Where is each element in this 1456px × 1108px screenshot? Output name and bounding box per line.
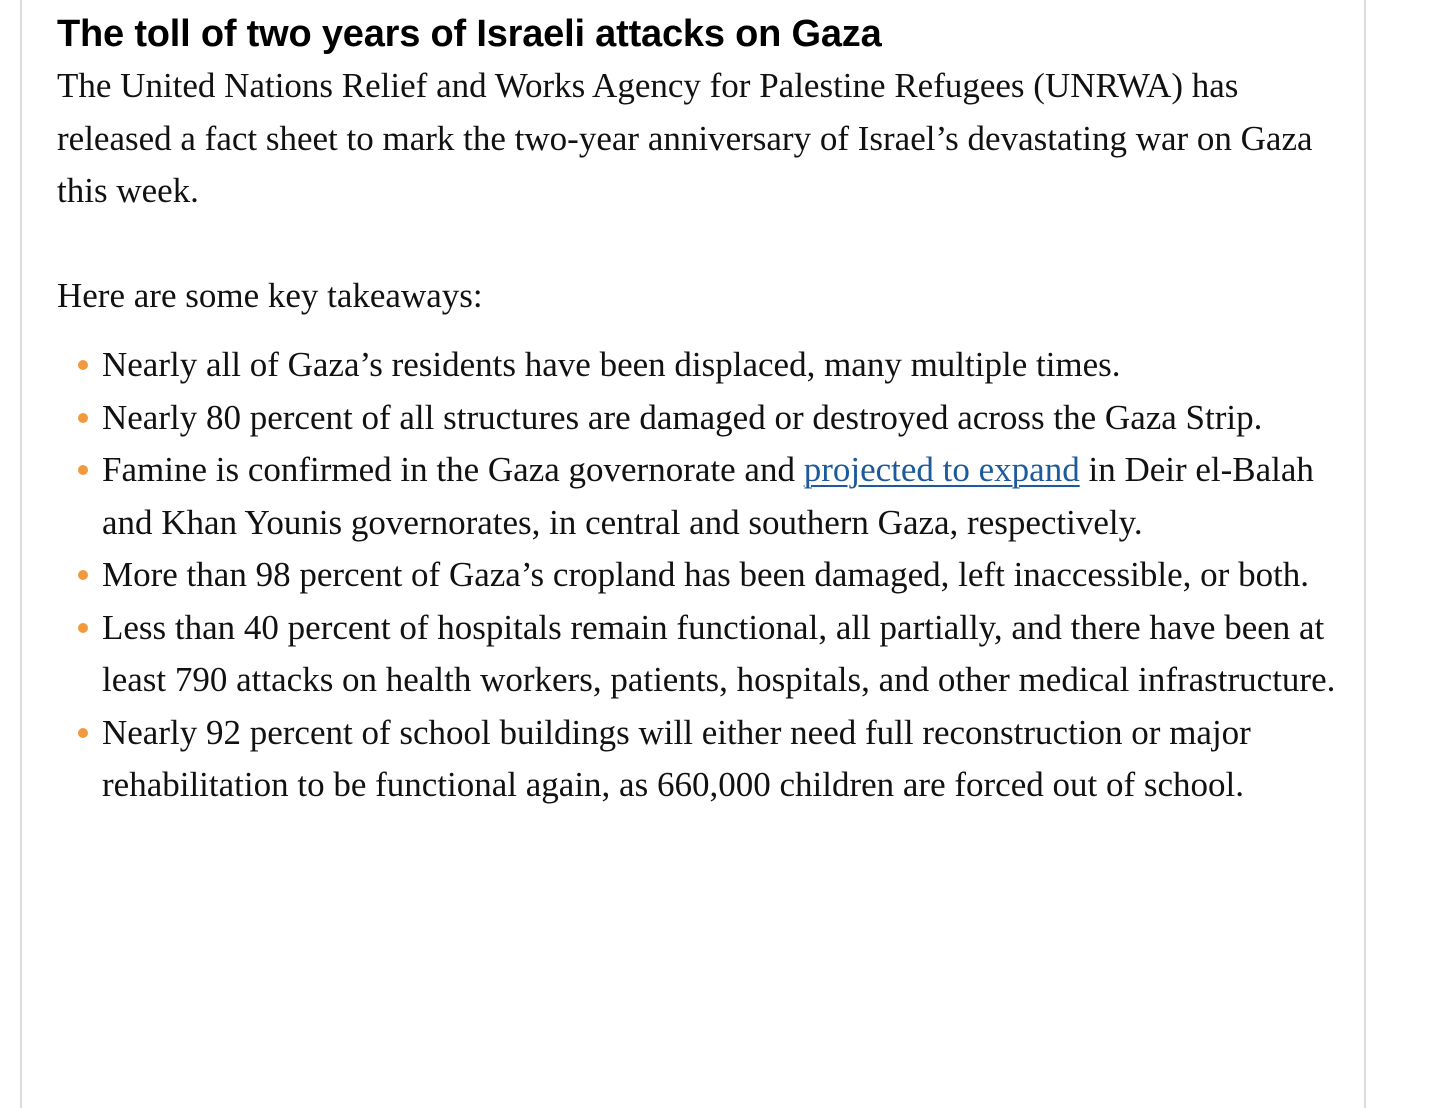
bullet-dot-icon: [78, 728, 88, 738]
list-item: [57, 339, 1347, 392]
takeaways-list: [57, 339, 1347, 812]
projected-to-expand-link[interactable]: projected to expand: [803, 450, 1080, 489]
list-item: [57, 392, 1347, 445]
list-item-text: [102, 450, 1314, 542]
list-item-text: Nearly 80 percent of all structures are damaged or destroyed across the Gaza Strip.: [102, 397, 1263, 437]
intro-paragraph: The United Nations Relief and Works Agency for Palestine Refugees (UNRWA) has released a fact sheet to mark the two-year anniversary of Israel’s devastating war on Gaza this week.: [57, 66, 1313, 210]
list-item-text-before: Famine is confirmed in the Gaza governorate and: [102, 450, 804, 489]
bullet-dot-icon: [78, 360, 88, 370]
list-item-text: Nearly all of Gaza’s residents have been displaced, many multiple times.: [102, 345, 1121, 384]
article-title: The toll of two years of Israeli attacks on Gaza: [57, 13, 882, 55]
bullet-dot-icon: [78, 570, 88, 580]
list-item: [57, 602, 1347, 707]
bullet-dot-icon: [78, 413, 88, 423]
takeaways-heading: Here are some key takeaways:: [57, 275, 483, 315]
bullet-dot-icon: [78, 623, 88, 633]
list-item: [57, 707, 1347, 812]
list-item: [57, 549, 1347, 602]
list-item-text: More than 98 percent of Gaza’s cropland has been damaged, left inaccessible, or both.: [102, 555, 1310, 594]
list-item-text: Less than 40 percent of hospitals remain functional, all partially, and there have been at least 790 attacks on health workers, patients, hospitals, and other medical infrastructure.: [102, 607, 1336, 699]
article-body: [57, 8, 1347, 812]
list-item-text-after: in Deir el-Balah and Khan Younis governorates, in central and southern Gaza, respectively.: [102, 450, 1314, 542]
list-item: [57, 444, 1347, 549]
bullet-dot-icon: [78, 465, 88, 475]
list-item-text: Nearly 92 percent of school buildings will either need full reconstruction or major rehabilitation to be functional again, as 660,000 children are forced out of school.: [102, 712, 1251, 804]
